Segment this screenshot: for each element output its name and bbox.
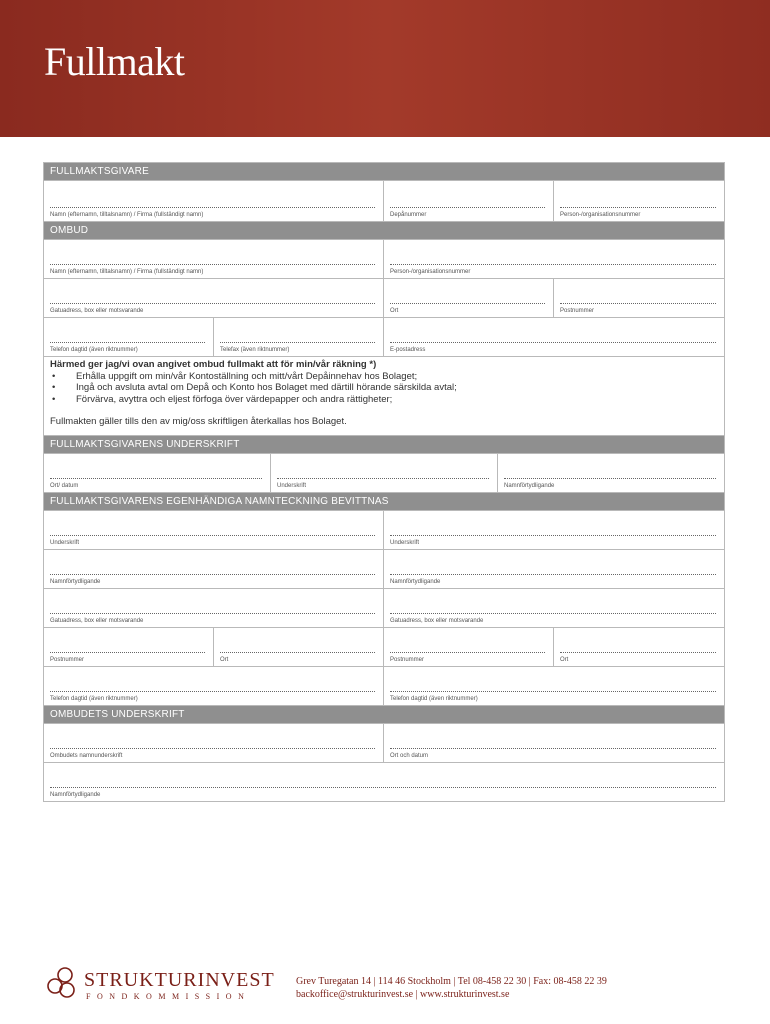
field-ob-namnunderskrift[interactable] [44, 724, 384, 762]
row-bv-namn [44, 550, 724, 589]
field-label: Depånummer [390, 212, 427, 218]
field-label: Telefax (även riktnummer) [220, 347, 290, 353]
contact-info [296, 975, 607, 1001]
field-om-epost[interactable] [384, 318, 724, 356]
row-bv-telefon [44, 667, 724, 706]
field-ob-ort-datum[interactable] [384, 724, 724, 762]
row-fullmaktsgivare [44, 181, 724, 222]
field-bv-namn-2[interactable] [384, 550, 724, 588]
declaration-item: Ingå och avsluta avtal om Depå och Konto hos Bolaget med därtill hörande särskilda avtal; [76, 382, 457, 393]
field-label: Underskrift [390, 540, 420, 546]
field-fg-namn[interactable] [44, 181, 384, 221]
row-bv-gata [44, 589, 724, 628]
field-us-ort-datum[interactable] [44, 454, 271, 492]
bullet: • [52, 370, 56, 382]
field-label: E-postadress [390, 347, 426, 353]
declaration-item: Förvärva, avyttra och eljest förfoga över värdepapper och andra rättigheter; [76, 393, 393, 405]
field-label: Telefon dagtid (även riktnummer) [390, 696, 478, 702]
field-label: Ort/ datum [50, 483, 79, 489]
field-om-telefon[interactable] [44, 318, 214, 356]
declaration-footer: Fullmakten gäller tills den av mig/oss skriftligen återkallas hos Bolaget. [50, 416, 347, 427]
field-label: Namn (efternamn, tilltalsnamn) / Firma (fullständigt namn) [50, 269, 204, 275]
field-bv-underskrift-2[interactable] [384, 511, 724, 549]
row-bv-post [44, 628, 724, 667]
field-label: Namnförtydligande [50, 792, 101, 798]
field-om-telefax[interactable] [214, 318, 384, 356]
field-label: Underskrift [277, 483, 307, 489]
section-ombud: OMBUD [44, 222, 724, 240]
section-ombudets: OMBUDETS UNDERSKRIFT [44, 706, 724, 724]
field-fg-depanummer[interactable] [384, 181, 554, 221]
row-ob-namn [44, 763, 724, 802]
field-label: Namnförtydligande [50, 579, 101, 585]
field-label: Person-/organisationsnummer [390, 269, 471, 275]
row-ombud-namn [44, 240, 724, 279]
field-label: Ort [560, 657, 569, 663]
field-om-ort[interactable] [384, 279, 554, 317]
field-us-underskrift[interactable] [271, 454, 498, 492]
field-label: Gatuadress, box eller motsvarande [50, 618, 144, 624]
header-banner [0, 0, 770, 137]
field-label: Telefon dagtid (även riktnummer) [50, 347, 138, 353]
web-line: backoffice@strukturinvest.se | www.strukturinvest.se [296, 989, 510, 1000]
declaration-item: Erhålla uppgift om min/vår Kontoställning och mitt/vårt Depåinnehav hos Bolaget; [76, 370, 418, 382]
field-bv-ort-2[interactable] [554, 628, 724, 666]
field-label: Person-/organisationsnummer [560, 212, 641, 218]
field-om-gatuadress[interactable] [44, 279, 384, 317]
field-label: Ort och datum [390, 753, 429, 759]
section-underskrift: FULLMAKTSGIVARENS UNDERSKRIFT [44, 436, 724, 454]
field-label: Ombudets namnunderskrift [50, 753, 123, 759]
field-om-namn[interactable] [44, 240, 384, 278]
section-fullmaktsgivare: FULLMAKTSGIVARE [44, 163, 724, 181]
field-om-personnummer[interactable] [384, 240, 724, 278]
row-underskrift [44, 454, 724, 493]
declaration-heading: Härmed ger jag/vi ovan angivet ombud fullmakt att för min/vår räkning *) [50, 359, 377, 370]
list-item [50, 382, 718, 394]
address-line: Grev Turegatan 14 | 114 46 Stockholm | Tel 08-458 22 30 | Fax: 08-458 22 39 [296, 976, 607, 987]
field-label: Ort [220, 657, 229, 663]
bullet: • [52, 393, 56, 405]
field-label: Namn (efternamn, tilltalsnamn) / Firma (fullständigt namn) [50, 212, 204, 218]
field-bv-namn-1[interactable] [44, 550, 384, 588]
field-us-namnfortydligande[interactable] [498, 454, 724, 492]
field-label: Postnummer [390, 657, 425, 663]
field-label: Ort [390, 308, 399, 314]
logo-mark-icon [44, 965, 80, 1001]
field-fg-personnummer[interactable] [554, 181, 724, 221]
row-ombud-adress [44, 279, 724, 318]
field-label: Telefon dagtid (även riktnummer) [50, 696, 138, 702]
field-label: Gatuadress, box eller motsvarande [390, 618, 484, 624]
row-ob-underskrift [44, 724, 724, 763]
field-bv-telefon-1[interactable] [44, 667, 384, 705]
field-bv-telefon-2[interactable] [384, 667, 724, 705]
declaration-text [44, 357, 724, 436]
list-item [50, 394, 718, 406]
field-label: Gatuadress, box eller motsvarande [50, 308, 144, 314]
section-bevittnas: FULLMAKTSGIVARENS EGENHÄNDIGA NAMNTECKNING BEVITTNAS [44, 493, 724, 511]
field-bv-gata-1[interactable] [44, 589, 384, 627]
field-label: Postnummer [560, 308, 595, 314]
logo-subtitle: FONDKOMMISSION [86, 992, 251, 1001]
field-bv-postnummer-2[interactable] [384, 628, 554, 666]
field-om-postnummer[interactable] [554, 279, 724, 317]
field-label: Namnförtydligande [504, 483, 555, 489]
page-title: Fullmakt [44, 39, 185, 84]
field-label: Postnummer [50, 657, 85, 663]
field-label: Namnförtydligande [390, 579, 441, 585]
strukturinvest-logo [44, 965, 274, 1005]
field-bv-underskrift-1[interactable] [44, 511, 384, 549]
field-ob-namnfortydligande[interactable] [44, 763, 724, 801]
list-item [50, 371, 718, 383]
field-bv-ort-1[interactable] [214, 628, 384, 666]
logo-name: STRUKTURINVEST [84, 969, 275, 991]
row-ombud-kontakt [44, 318, 724, 357]
field-label: Underskrift [50, 540, 80, 546]
power-of-attorney-form [43, 162, 725, 802]
field-bv-gata-2[interactable] [384, 589, 724, 627]
row-bv-underskrift [44, 511, 724, 550]
field-bv-postnummer-1[interactable] [44, 628, 214, 666]
bullet: • [52, 382, 56, 393]
